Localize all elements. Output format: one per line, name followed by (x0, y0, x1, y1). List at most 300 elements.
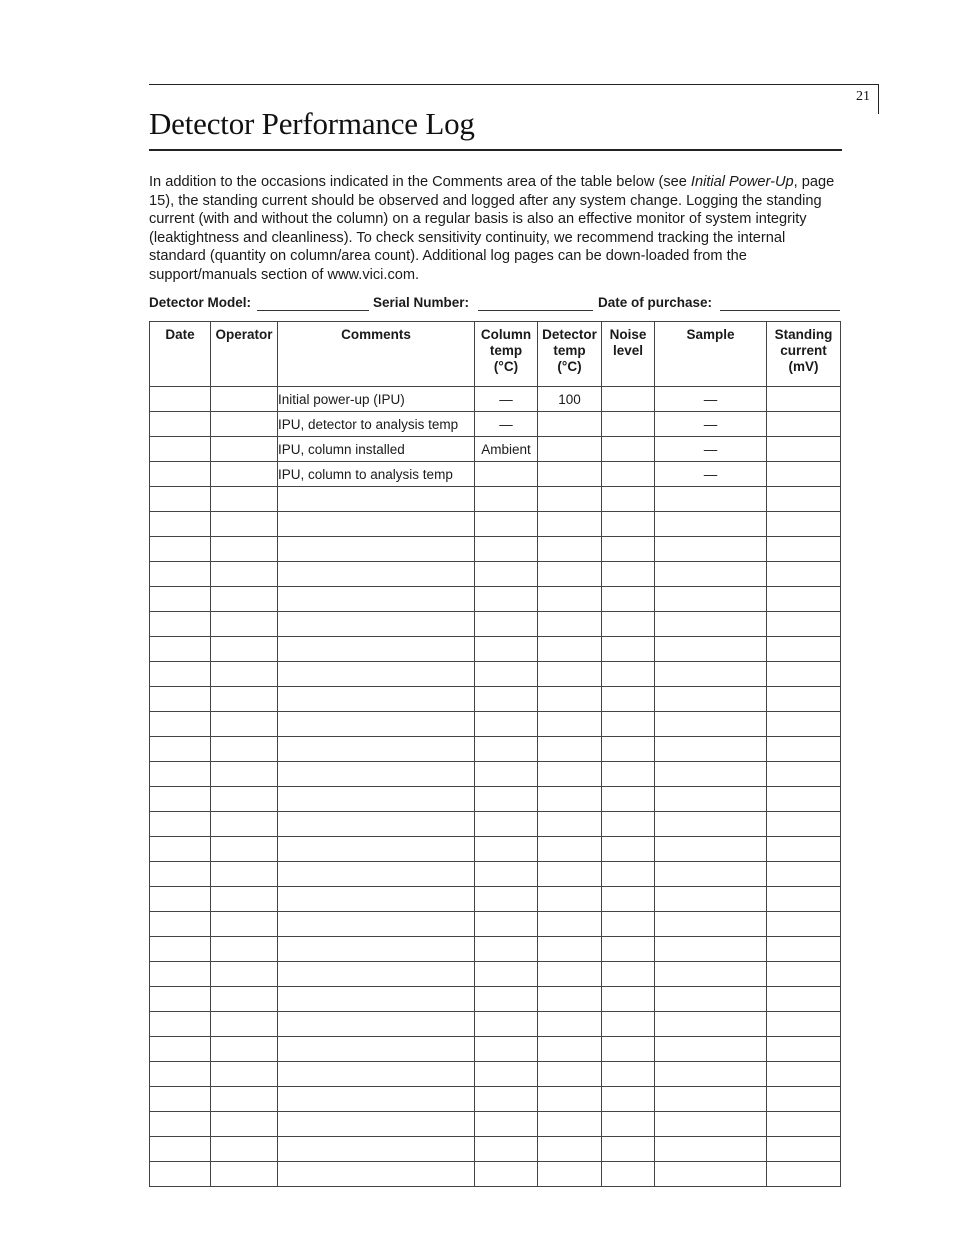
column-temp-cell[interactable]: Ambient (475, 437, 538, 462)
standing-current-cell[interactable] (767, 1037, 841, 1062)
date-cell[interactable] (150, 587, 211, 612)
comments-cell[interactable] (278, 1062, 475, 1087)
column-temp-cell[interactable]: — (475, 412, 538, 437)
operator-cell[interactable] (211, 787, 278, 812)
sample-cell[interactable] (655, 637, 767, 662)
title-rule (149, 149, 842, 151)
sample-cell[interactable]: — (655, 462, 767, 487)
standing-current-cell[interactable] (767, 612, 841, 637)
standing-current-cell[interactable] (767, 987, 841, 1012)
date-cell[interactable] (150, 387, 211, 412)
date-of-purchase-label: Date of purchase: (598, 295, 713, 310)
comments-cell[interactable] (278, 937, 475, 962)
table-row (150, 1062, 841, 1087)
noise-level-cell[interactable] (602, 1037, 655, 1062)
intro-italic-reference: Initial Power-Up (690, 174, 794, 190)
column-temp-cell[interactable] (475, 887, 538, 912)
date-cell[interactable] (150, 562, 211, 587)
comments-cell[interactable]: IPU, column to analysis temp (278, 462, 475, 487)
detector-temp-cell[interactable] (538, 437, 602, 462)
noise-level-cell[interactable] (602, 887, 655, 912)
sample-cell[interactable] (655, 1087, 767, 1112)
noise-level-cell[interactable] (602, 387, 655, 412)
noise-level-cell[interactable] (602, 987, 655, 1012)
date-cell[interactable] (150, 987, 211, 1012)
comments-cell[interactable] (278, 987, 475, 1012)
noise-level-cell[interactable] (602, 837, 655, 862)
standing-current-cell[interactable] (767, 512, 841, 537)
operator-cell[interactable] (211, 412, 278, 437)
standing-current-cell[interactable] (767, 487, 841, 512)
date-cell[interactable] (150, 637, 211, 662)
detector-temp-cell[interactable] (538, 637, 602, 662)
column-temp-cell[interactable] (475, 637, 538, 662)
detector-temp-cell[interactable] (538, 1037, 602, 1062)
date-cell[interactable] (150, 737, 211, 762)
column-temp-cell[interactable] (475, 737, 538, 762)
standing-current-cell[interactable] (767, 1162, 841, 1187)
header-column-temp: Column temp (°C) (475, 322, 538, 387)
detector-temp-cell[interactable]: 100 (538, 387, 602, 412)
sample-cell[interactable] (655, 1137, 767, 1162)
detector-temp-cell[interactable] (538, 1112, 602, 1137)
comments-cell[interactable] (278, 687, 475, 712)
comments-cell[interactable] (278, 887, 475, 912)
table-row (150, 737, 841, 762)
operator-cell[interactable] (211, 462, 278, 487)
column-temp-cell[interactable] (475, 687, 538, 712)
standing-current-cell[interactable] (767, 437, 841, 462)
standing-current-cell[interactable] (767, 837, 841, 862)
date-cell[interactable] (150, 687, 211, 712)
detector-temp-cell[interactable] (538, 512, 602, 537)
sample-cell[interactable] (655, 562, 767, 587)
noise-level-cell[interactable] (602, 487, 655, 512)
operator-cell[interactable] (211, 562, 278, 587)
operator-cell[interactable] (211, 862, 278, 887)
standing-current-cell[interactable] (767, 1012, 841, 1037)
detector-temp-cell[interactable] (538, 812, 602, 837)
noise-level-cell[interactable] (602, 412, 655, 437)
column-temp-cell[interactable] (475, 762, 538, 787)
detector-temp-cell[interactable] (538, 887, 602, 912)
operator-cell[interactable] (211, 1087, 278, 1112)
table-row (150, 562, 841, 587)
detector-temp-cell[interactable] (538, 412, 602, 437)
noise-level-cell[interactable] (602, 737, 655, 762)
operator-cell[interactable] (211, 712, 278, 737)
column-temp-cell[interactable] (475, 487, 538, 512)
operator-cell[interactable] (211, 812, 278, 837)
date-cell[interactable] (150, 612, 211, 637)
table-row (150, 1112, 841, 1137)
operator-cell[interactable] (211, 687, 278, 712)
standing-current-cell[interactable] (767, 412, 841, 437)
comments-cell[interactable] (278, 1087, 475, 1112)
operator-cell[interactable] (211, 512, 278, 537)
date-cell[interactable] (150, 1012, 211, 1037)
noise-level-cell[interactable] (602, 1162, 655, 1187)
operator-cell[interactable] (211, 737, 278, 762)
operator-cell[interactable] (211, 987, 278, 1012)
date-cell[interactable] (150, 712, 211, 737)
detector-temp-cell[interactable] (538, 1062, 602, 1087)
standing-current-cell[interactable] (767, 1087, 841, 1112)
sample-cell[interactable] (655, 812, 767, 837)
operator-cell[interactable] (211, 762, 278, 787)
operator-cell[interactable] (211, 1012, 278, 1037)
table-row (150, 862, 841, 887)
date-cell[interactable] (150, 812, 211, 837)
sample-cell[interactable] (655, 1062, 767, 1087)
sample-cell[interactable] (655, 1162, 767, 1187)
serial-number-field[interactable] (478, 310, 593, 311)
detector-temp-cell[interactable] (538, 687, 602, 712)
table-row (150, 1012, 841, 1037)
table-row (150, 712, 841, 737)
detector-temp-cell[interactable] (538, 762, 602, 787)
comments-cell[interactable] (278, 862, 475, 887)
detector-temp-cell[interactable] (538, 612, 602, 637)
detector-temp-cell[interactable] (538, 662, 602, 687)
comments-cell[interactable] (278, 637, 475, 662)
intro-text-part1: In addition to the occasions indicated in the Comments area of the table below (see (149, 174, 691, 190)
detector-temp-cell[interactable] (538, 487, 602, 512)
comments-cell[interactable] (278, 912, 475, 937)
sample-cell[interactable] (655, 987, 767, 1012)
noise-level-cell[interactable] (602, 812, 655, 837)
date-cell[interactable] (150, 1037, 211, 1062)
sample-cell[interactable] (655, 587, 767, 612)
noise-level-cell[interactable] (602, 1087, 655, 1112)
noise-level-cell[interactable] (602, 587, 655, 612)
operator-cell[interactable] (211, 537, 278, 562)
column-temp-cell[interactable] (475, 1162, 538, 1187)
header-noise-level: Noise level (602, 322, 655, 387)
detector-temp-cell[interactable] (538, 837, 602, 862)
table-row (150, 612, 841, 637)
column-temp-cell[interactable] (475, 612, 538, 637)
sample-cell[interactable]: — (655, 387, 767, 412)
table-row (150, 937, 841, 962)
noise-level-cell[interactable] (602, 1112, 655, 1137)
standing-current-cell[interactable] (767, 787, 841, 812)
noise-level-cell[interactable] (602, 762, 655, 787)
standing-current-cell[interactable] (767, 387, 841, 412)
comments-cell[interactable] (278, 487, 475, 512)
noise-level-cell[interactable] (602, 912, 655, 937)
column-temp-cell[interactable] (475, 987, 538, 1012)
comments-cell[interactable]: IPU, detector to analysis temp (278, 412, 475, 437)
sample-cell[interactable] (655, 612, 767, 637)
table-row (150, 987, 841, 1012)
column-temp-cell[interactable] (475, 1087, 538, 1112)
noise-level-cell[interactable] (602, 612, 655, 637)
noise-level-cell[interactable] (602, 562, 655, 587)
date-cell[interactable] (150, 962, 211, 987)
standing-current-cell[interactable] (767, 912, 841, 937)
column-temp-cell[interactable] (475, 1062, 538, 1087)
detector-temp-cell[interactable] (538, 937, 602, 962)
performance-log-table (149, 321, 841, 1187)
comments-cell[interactable] (278, 762, 475, 787)
operator-cell[interactable] (211, 662, 278, 687)
column-temp-cell[interactable] (475, 962, 538, 987)
table-row (150, 1137, 841, 1162)
date-cell[interactable] (150, 662, 211, 687)
detector-info-line (149, 295, 842, 313)
date-cell[interactable] (150, 512, 211, 537)
standing-current-cell[interactable] (767, 462, 841, 487)
noise-level-cell[interactable] (602, 537, 655, 562)
comments-cell[interactable] (278, 662, 475, 687)
noise-level-cell[interactable] (602, 637, 655, 662)
column-temp-cell[interactable] (475, 662, 538, 687)
sample-cell[interactable] (655, 687, 767, 712)
operator-cell[interactable] (211, 1037, 278, 1062)
noise-level-cell[interactable] (602, 1012, 655, 1037)
standing-current-cell[interactable] (767, 1112, 841, 1137)
column-temp-cell[interactable] (475, 512, 538, 537)
standing-current-cell[interactable] (767, 762, 841, 787)
header-comments: Comments (278, 322, 475, 387)
column-temp-cell[interactable]: — (475, 387, 538, 412)
standing-current-cell[interactable] (767, 887, 841, 912)
comments-cell[interactable] (278, 1137, 475, 1162)
sample-cell[interactable] (655, 962, 767, 987)
operator-cell[interactable] (211, 937, 278, 962)
noise-level-cell[interactable] (602, 512, 655, 537)
table-row (150, 762, 841, 787)
standing-current-cell[interactable] (767, 737, 841, 762)
sample-cell[interactable]: — (655, 437, 767, 462)
header-date: Date (150, 322, 211, 387)
noise-level-cell[interactable] (602, 437, 655, 462)
table-row (150, 637, 841, 662)
column-temp-cell[interactable] (475, 1137, 538, 1162)
sample-cell[interactable] (655, 912, 767, 937)
date-cell[interactable] (150, 912, 211, 937)
comments-cell[interactable] (278, 1037, 475, 1062)
date-cell[interactable] (150, 487, 211, 512)
operator-cell[interactable] (211, 837, 278, 862)
date-cell[interactable] (150, 1062, 211, 1087)
operator-cell[interactable] (211, 612, 278, 637)
table-row (150, 512, 841, 537)
comments-cell[interactable] (278, 1012, 475, 1037)
date-cell[interactable] (150, 787, 211, 812)
date-of-purchase-field[interactable] (720, 310, 840, 311)
standing-current-cell[interactable] (767, 862, 841, 887)
table-row (150, 887, 841, 912)
table-row (150, 912, 841, 937)
sample-cell[interactable] (655, 1037, 767, 1062)
detector-temp-cell[interactable] (538, 1162, 602, 1187)
noise-level-cell[interactable] (602, 1062, 655, 1087)
standing-current-cell[interactable] (767, 712, 841, 737)
date-cell[interactable] (150, 412, 211, 437)
table-header-row (150, 322, 841, 387)
table-row (150, 1162, 841, 1187)
column-temp-cell[interactable] (475, 1037, 538, 1062)
date-cell[interactable] (150, 762, 211, 787)
date-cell[interactable] (150, 1112, 211, 1137)
date-cell[interactable] (150, 1087, 211, 1112)
operator-cell[interactable] (211, 962, 278, 987)
column-temp-cell[interactable] (475, 862, 538, 887)
detector-temp-cell[interactable] (538, 462, 602, 487)
operator-cell[interactable] (211, 912, 278, 937)
sample-cell[interactable] (655, 1012, 767, 1037)
column-temp-cell[interactable] (475, 462, 538, 487)
standing-current-cell[interactable] (767, 937, 841, 962)
table-row (150, 487, 841, 512)
noise-level-cell[interactable] (602, 937, 655, 962)
sample-cell[interactable]: — (655, 412, 767, 437)
detector-temp-cell[interactable] (538, 962, 602, 987)
standing-current-cell[interactable] (767, 537, 841, 562)
comments-cell[interactable] (278, 512, 475, 537)
noise-level-cell[interactable] (602, 862, 655, 887)
standing-current-cell[interactable] (767, 637, 841, 662)
sample-cell[interactable] (655, 487, 767, 512)
comments-cell[interactable] (278, 787, 475, 812)
detector-temp-cell[interactable] (538, 737, 602, 762)
serial-number-label: Serial Number: (373, 295, 470, 310)
standing-current-cell[interactable] (767, 1137, 841, 1162)
operator-cell[interactable] (211, 1062, 278, 1087)
table-row (150, 587, 841, 612)
standing-current-cell[interactable] (767, 562, 841, 587)
sample-cell[interactable] (655, 537, 767, 562)
intro-text-part2: , page 15), the standing current should be observed and logged after any system change. Logging the standing current (with and without the column) on a regular basis is also an effective monitor of system integrity (leaktightness and cleanliness). To check sensitivity continuity, we recommend tracking the internal standard (quantity on column/area count). Additional log pages can be down-loaded from the support/manuals section of www.vici.com. (149, 174, 835, 283)
comments-cell[interactable] (278, 612, 475, 637)
detector-temp-cell[interactable] (538, 912, 602, 937)
sample-cell[interactable] (655, 712, 767, 737)
header-sample: Sample (655, 322, 767, 387)
sample-cell[interactable] (655, 737, 767, 762)
detector-temp-cell[interactable] (538, 862, 602, 887)
column-temp-cell[interactable] (475, 1112, 538, 1137)
detector-model-field[interactable] (257, 310, 369, 311)
column-temp-cell[interactable] (475, 1012, 538, 1037)
detector-temp-cell[interactable] (538, 1087, 602, 1112)
noise-level-cell[interactable] (602, 962, 655, 987)
table-row (150, 437, 841, 462)
table-row (150, 687, 841, 712)
operator-cell[interactable] (211, 387, 278, 412)
detector-temp-cell[interactable] (538, 562, 602, 587)
sample-cell[interactable] (655, 762, 767, 787)
comments-cell[interactable] (278, 812, 475, 837)
noise-level-cell[interactable] (602, 787, 655, 812)
operator-cell[interactable] (211, 487, 278, 512)
date-cell[interactable] (150, 462, 211, 487)
date-cell[interactable] (150, 937, 211, 962)
standing-current-cell[interactable] (767, 812, 841, 837)
comments-cell[interactable] (278, 587, 475, 612)
page-number: 21 (856, 89, 870, 104)
noise-level-cell[interactable] (602, 687, 655, 712)
date-cell[interactable] (150, 1137, 211, 1162)
operator-cell[interactable] (211, 1112, 278, 1137)
date-cell[interactable] (150, 537, 211, 562)
detector-temp-cell[interactable] (538, 1012, 602, 1037)
noise-level-cell[interactable] (602, 1137, 655, 1162)
detector-temp-cell[interactable] (538, 587, 602, 612)
standing-current-cell[interactable] (767, 962, 841, 987)
detector-temp-cell[interactable] (538, 712, 602, 737)
sample-cell[interactable] (655, 1112, 767, 1137)
comments-cell[interactable] (278, 837, 475, 862)
column-temp-cell[interactable] (475, 912, 538, 937)
operator-cell[interactable] (211, 637, 278, 662)
comments-cell[interactable] (278, 737, 475, 762)
column-temp-cell[interactable] (475, 837, 538, 862)
detector-temp-cell[interactable] (538, 987, 602, 1012)
header-operator: Operator (211, 322, 278, 387)
comments-cell[interactable] (278, 1162, 475, 1187)
sample-cell[interactable] (655, 937, 767, 962)
operator-cell[interactable] (211, 437, 278, 462)
standing-current-cell[interactable] (767, 587, 841, 612)
operator-cell[interactable] (211, 887, 278, 912)
standing-current-cell[interactable] (767, 662, 841, 687)
operator-cell[interactable] (211, 587, 278, 612)
date-cell[interactable] (150, 887, 211, 912)
noise-level-cell[interactable] (602, 712, 655, 737)
operator-cell[interactable] (211, 1162, 278, 1187)
table-row (150, 812, 841, 837)
sample-cell[interactable] (655, 862, 767, 887)
sample-cell[interactable] (655, 662, 767, 687)
comments-cell[interactable] (278, 1112, 475, 1137)
column-temp-cell[interactable] (475, 937, 538, 962)
operator-cell[interactable] (211, 1137, 278, 1162)
detector-temp-cell[interactable] (538, 1137, 602, 1162)
noise-level-cell[interactable] (602, 662, 655, 687)
sample-cell[interactable] (655, 837, 767, 862)
sample-cell[interactable] (655, 887, 767, 912)
comments-cell[interactable] (278, 962, 475, 987)
date-cell[interactable] (150, 862, 211, 887)
date-cell[interactable] (150, 437, 211, 462)
column-temp-cell[interactable] (475, 537, 538, 562)
detector-temp-cell[interactable] (538, 537, 602, 562)
sample-cell[interactable] (655, 512, 767, 537)
standing-current-cell[interactable] (767, 687, 841, 712)
comments-cell[interactable]: Initial power-up (IPU) (278, 387, 475, 412)
column-temp-cell[interactable] (475, 562, 538, 587)
standing-current-cell[interactable] (767, 1062, 841, 1087)
column-temp-cell[interactable] (475, 787, 538, 812)
table-row (150, 1037, 841, 1062)
column-temp-cell[interactable] (475, 587, 538, 612)
comments-cell[interactable] (278, 562, 475, 587)
table-row (150, 537, 841, 562)
comments-cell[interactable]: IPU, column installed (278, 437, 475, 462)
detector-model-label: Detector Model: (149, 295, 252, 310)
sample-cell[interactable] (655, 787, 767, 812)
detector-temp-cell[interactable] (538, 787, 602, 812)
date-cell[interactable] (150, 1162, 211, 1187)
date-cell[interactable] (150, 837, 211, 862)
comments-cell[interactable] (278, 712, 475, 737)
comments-cell[interactable] (278, 537, 475, 562)
noise-level-cell[interactable] (602, 462, 655, 487)
column-temp-cell[interactable] (475, 812, 538, 837)
column-temp-cell[interactable] (475, 712, 538, 737)
